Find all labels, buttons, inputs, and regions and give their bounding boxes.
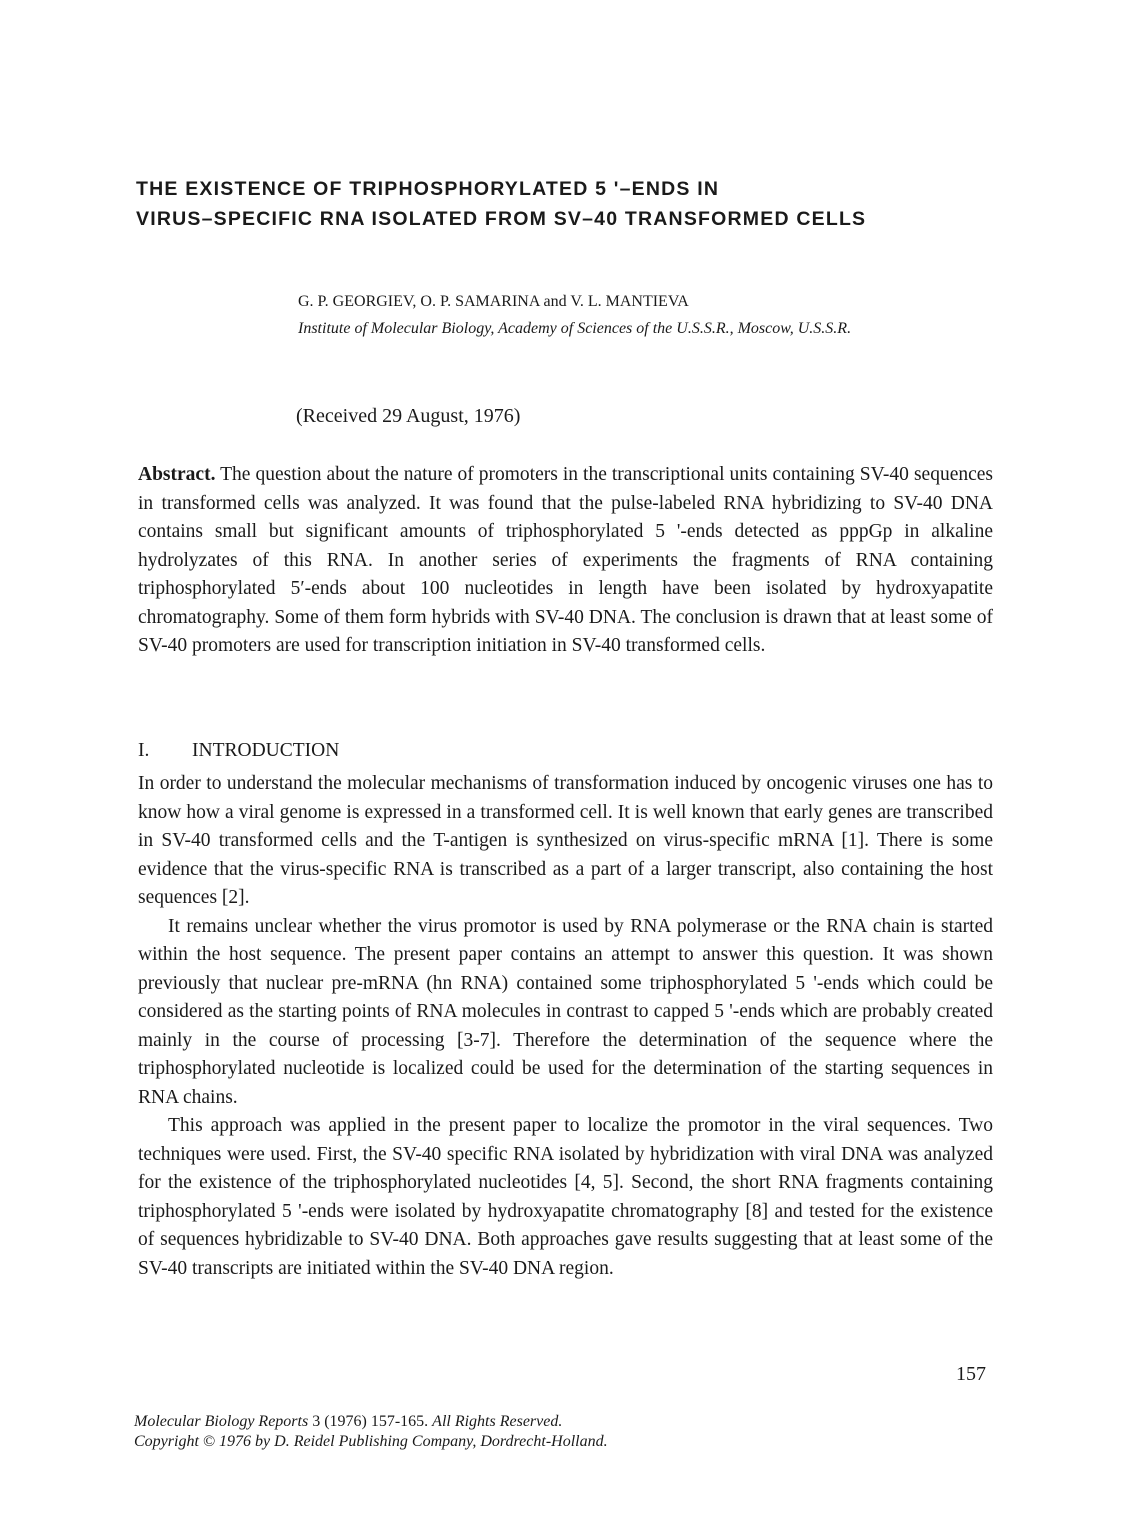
abstract (138, 461, 993, 661)
received-date: (Received 29 August, 1976) (296, 405, 521, 427)
article-title-line-1: THE EXISTENCE OF TRIPHOSPHORYLATED 5 '–ENDS IN (136, 178, 720, 200)
section-heading (138, 737, 339, 765)
introduction-body (138, 770, 993, 1283)
footer-journal: Molecular Biology Reports (134, 1413, 309, 1430)
article-title-line-2: VIRUS–SPECIFIC RNA ISOLATED FROM SV–40 TRANSFORMED CELLS (136, 208, 867, 230)
article-title (136, 174, 866, 234)
intro-paragraph-2: It remains unclear whether the virus promotor is used by RNA polymerase or the RNA chain is started within the host sequence. The present paper contains an attempt to answer this question. It was shown previously that nuclear pre-mRNA (hn RNA) contained some triphosphorylated 5 '-ends which could be considered as the starting points of RNA molecules in contrast to capped 5 '-ends which are probably created mainly in the course of processing [3-7]. Therefore the determination of the sequence where the triphosphorylated nucleotide is localized could be used for the determination of the starting sequences in RNA chains. (138, 915, 993, 1108)
footer-line-1 (134, 1412, 608, 1432)
footer-citation (134, 1412, 608, 1452)
intro-paragraph-1: In order to understand the molecular mechanisms of transformation induced by oncogenic viruses one has to know how a viral genome is expressed in a transformed cell. It is well known that early genes are transcribed in SV-40 transformed cells and the T-antigen is synthesized on virus-specific mRNA [1]. There is some evidence that the virus-specific RNA is transcribed as a part of a larger transcript, also containing the host sequences [2]. (138, 773, 993, 908)
page-number: 157 (956, 1363, 986, 1385)
affiliation: Institute of Molecular Biology, Academy of Sciences of the U.S.S.R., Moscow, U.S.S.R. (298, 320, 852, 337)
section-number: I. (138, 740, 150, 761)
abstract-text: The question about the nature of promoters in the transcriptional units containing SV-40 sequences in transformed cells was analyzed. It was found that the pulse-labeled RNA hybridizing to SV-40 DNA contains small but significant amounts of triphosphorylated 5 '-ends detected as pppGp in alkaline hydrolyzates of this RNA. In another series of experiments the fragments of RNA containing triphosphorylated 5′-ends about 100 nucleotides in length have been isolated by hydroxyapatite chromatography. Some of them form hybrids with SV-40 DNA. The conclusion is drawn that at least some of SV-40 promoters are used for transcription initiation in SV-40 transformed cells. (138, 464, 993, 656)
abstract-label: Abstract. (138, 464, 216, 485)
footer-volume-pages: 3 (1976) 157-165. (308, 1413, 433, 1430)
authors: G. P. GEORGIEV, O. P. SAMARINA and V. L. MANTIEVA (298, 293, 689, 310)
section-title: INTRODUCTION (192, 740, 340, 761)
footer-rights: All Rights Reserved. (432, 1413, 563, 1430)
intro-paragraph-3: This approach was applied in the present paper to localize the promotor in the viral sequences. Two techniques were used. First, the SV-40 specific RNA isolated by hybridization with viral DNA was analyzed for the existence of the triphosphorylated nucleotides [4, 5]. Second, the short RNA fragments containing triphosphorylated 5 '-ends were isolated by hydroxyapatite chromatography [8] and tested for the existence of sequences hybridizable to SV-40 DNA. Both approaches gave results suggesting that at least some of the SV-40 transcripts are initiated within the SV-40 DNA region. (138, 1115, 993, 1279)
footer-copyright: Copyright © 1976 by D. Reidel Publishing Company, Dordrecht-Holland. (134, 1433, 608, 1450)
